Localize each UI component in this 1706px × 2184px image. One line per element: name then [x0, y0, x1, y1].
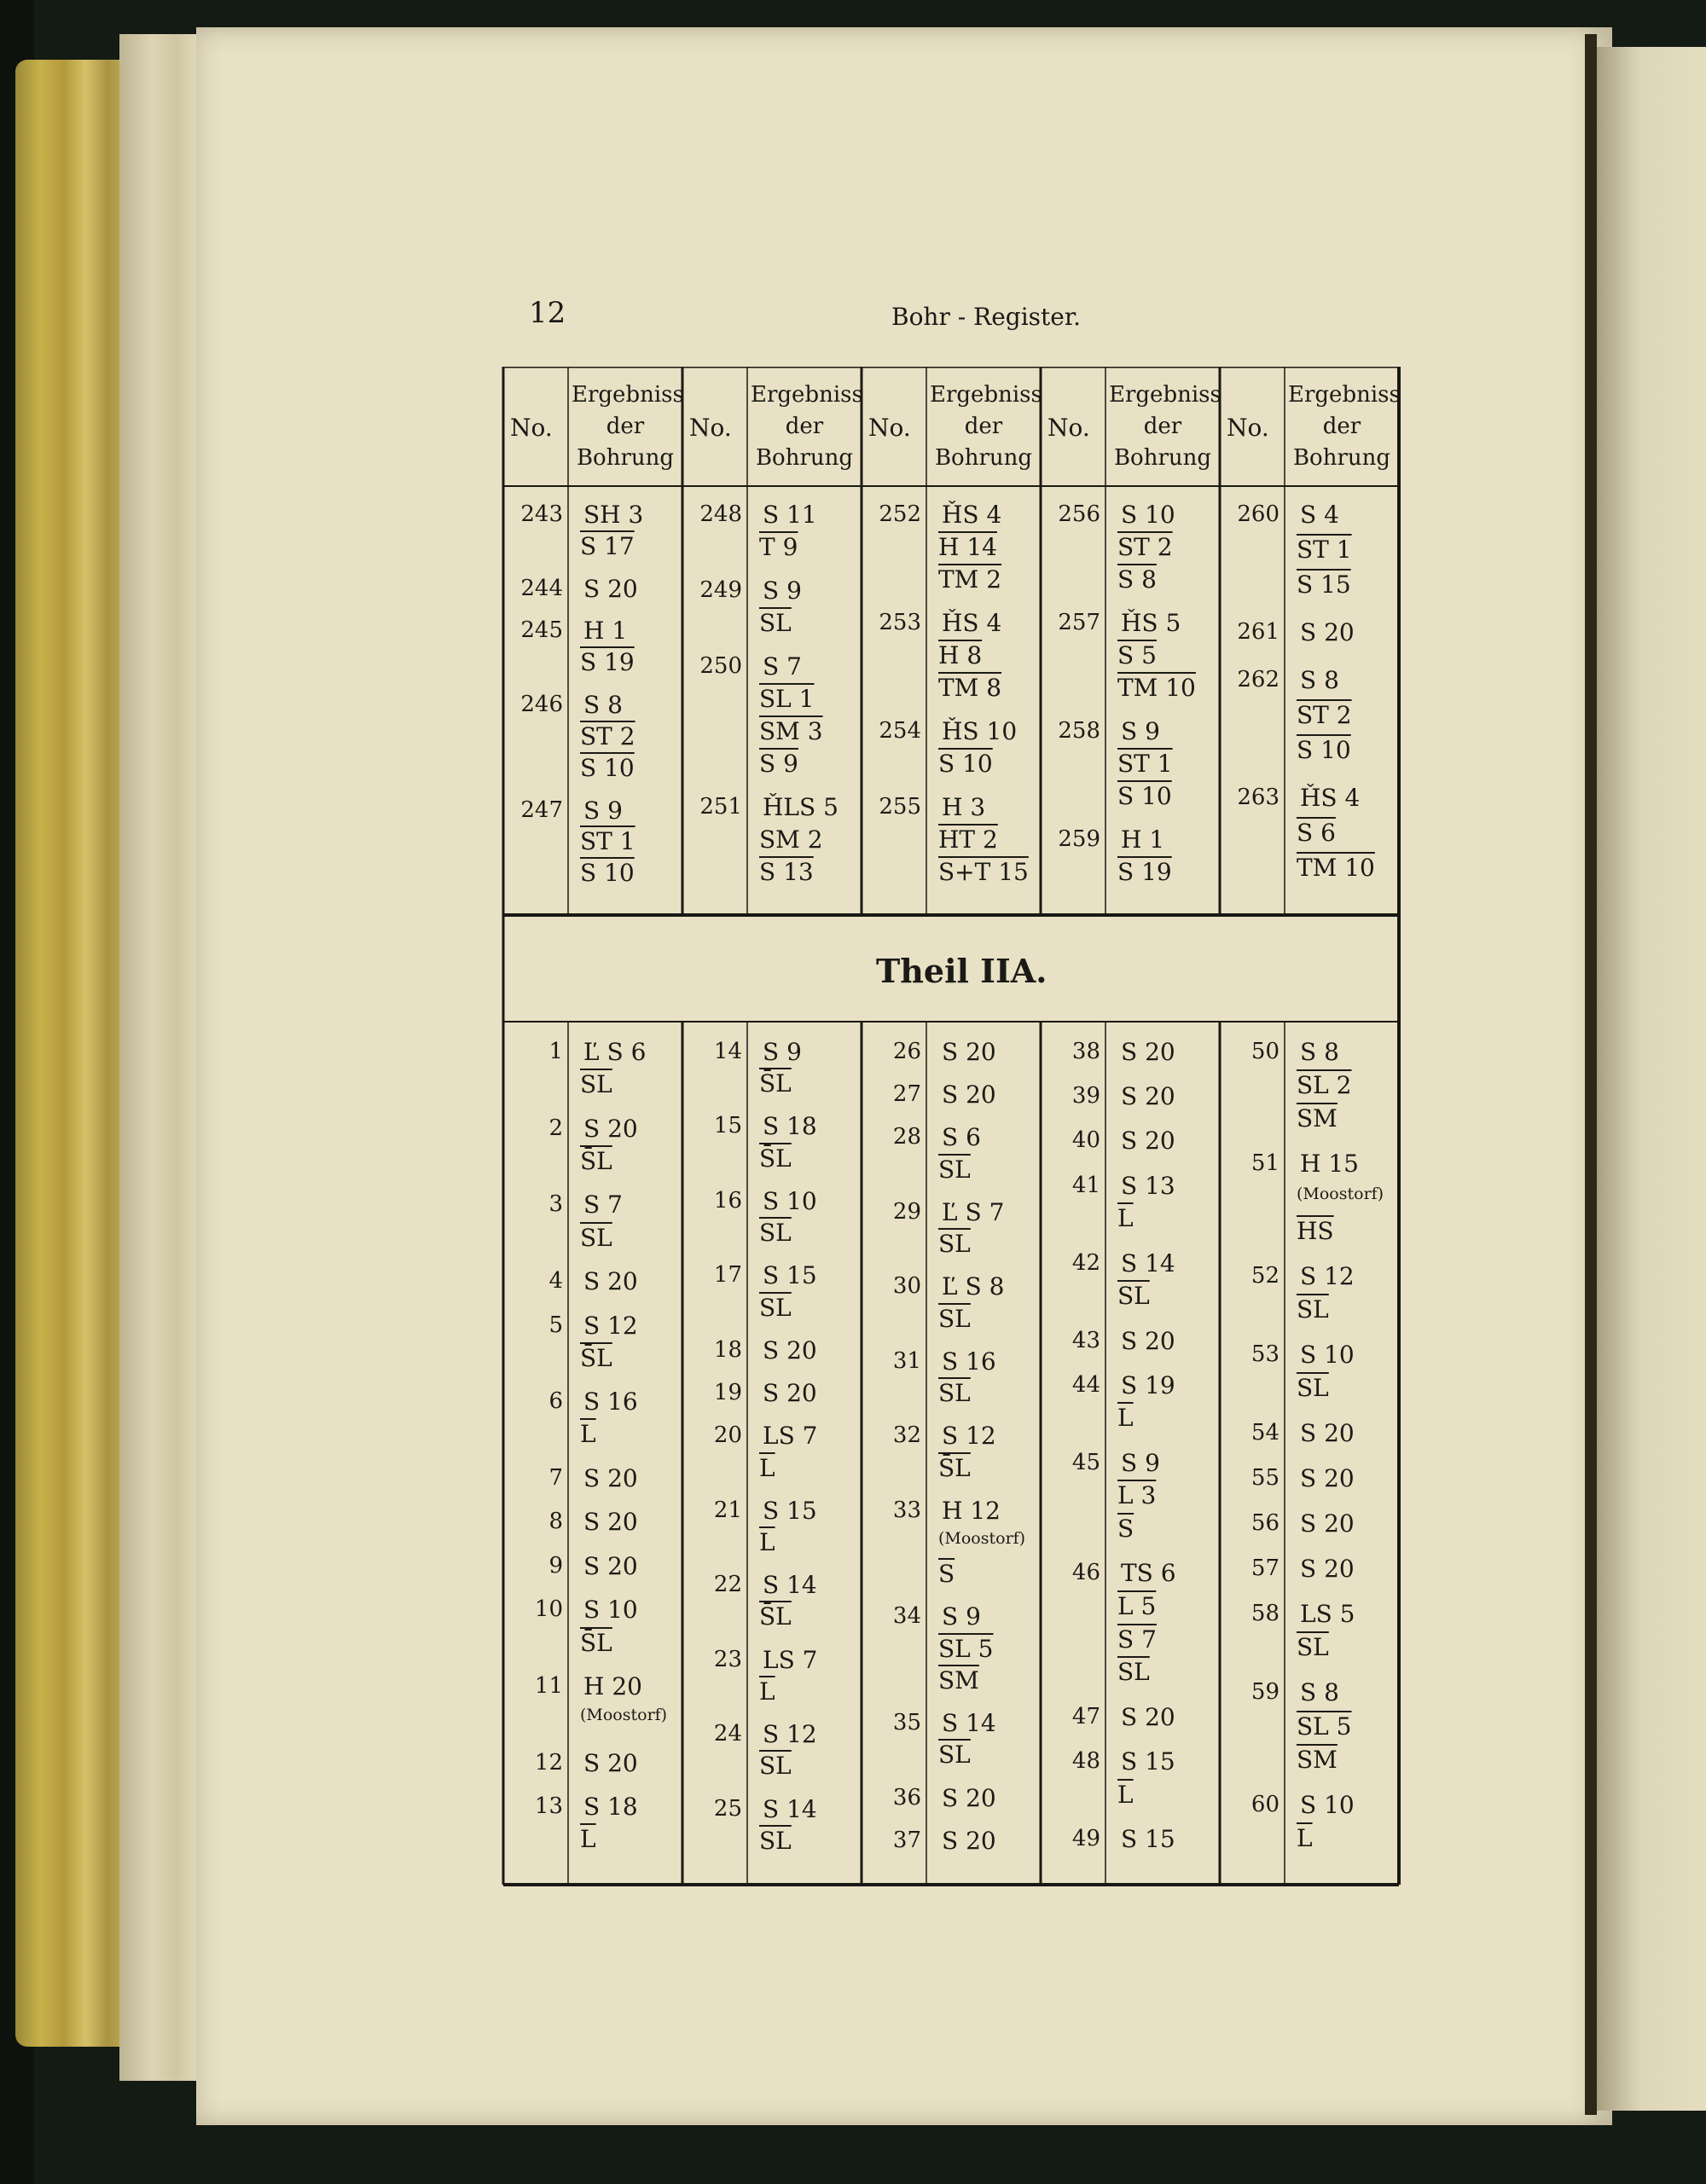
- bottom_groups-result-line: S 15: [763, 1261, 817, 1290]
- top_groups-no: 251: [699, 794, 742, 820]
- bottom_groups-no: 40: [1071, 1127, 1100, 1154]
- bottom_groups-result-line: H 15: [1300, 1150, 1359, 1179]
- bottom_groups-result-line: $\overline{SL}$: [938, 1379, 971, 1408]
- bottom_groups-no: 6: [548, 1388, 563, 1415]
- top_groups-result-line: SL 1: [759, 685, 815, 714]
- bottom_groups-result-line: $\overline{SL}$: [759, 1826, 792, 1855]
- bottom_groups-result-line: S 20: [1300, 1555, 1355, 1584]
- bottom_groups-result-line: Ľ S 7: [942, 1197, 1005, 1226]
- bottom_groups-result-line: S 20: [1300, 1419, 1355, 1448]
- bottom_groups-result-line: S 20: [763, 1335, 817, 1364]
- top_groups-result-line: S 8: [583, 691, 623, 720]
- top_groups-no: 244: [520, 575, 563, 601]
- bottom_groups-result-line: S 10: [763, 1186, 817, 1215]
- bottom_groups-no: 58: [1250, 1601, 1280, 1627]
- top_groups-result-line: S 17: [580, 531, 635, 560]
- top_groups-no: 260: [1237, 501, 1280, 527]
- top_groups-result-line: ȞS 4: [1300, 783, 1361, 812]
- bottom_groups-result-line: $\overline{L}$: [1117, 1780, 1134, 1809]
- bottom_groups-result-line: S 20: [942, 1038, 996, 1066]
- bottom_groups-result-line: SL 2: [1297, 1071, 1352, 1100]
- bottom_groups-result-line: S̄L: [580, 1146, 612, 1175]
- bottom_groups-no: 50: [1250, 1039, 1280, 1064]
- bottom_groups-no: 38: [1071, 1039, 1100, 1064]
- bottom_groups-result-line: S 14: [763, 1571, 817, 1600]
- bottom_groups-result-line: H 12: [942, 1496, 1001, 1525]
- top_groups-result-line: S 4: [1300, 501, 1339, 529]
- top_groups-result-line: S 11: [763, 501, 817, 529]
- bottom_groups-no: 31: [892, 1347, 921, 1374]
- bottom_groups-no: 3: [548, 1191, 563, 1218]
- bottom_groups-result-line: S 20: [583, 1508, 638, 1537]
- top_groups-result-line: S 10: [938, 749, 993, 778]
- top_groups-no: 252: [879, 501, 921, 527]
- bottom_groups-result-line: S 10: [1300, 1790, 1355, 1819]
- bottom_groups-no: 11: [534, 1673, 563, 1700]
- top_groups-result-line: SM 2: [759, 825, 823, 854]
- bottom_groups-no: 59: [1250, 1679, 1280, 1706]
- bottom_groups-result-line: S 20: [1121, 1127, 1175, 1156]
- bottom_groups-no: 12: [534, 1749, 563, 1776]
- bottom_groups-result-line: TS 6: [1121, 1559, 1176, 1588]
- bottom_groups-result-line: S 6: [942, 1123, 981, 1152]
- section-title: Theil IIA.: [876, 952, 1047, 990]
- top_groups-result-line: TM 10: [1297, 854, 1375, 883]
- bottom_groups-result-line: Ľ S 6: [583, 1038, 647, 1066]
- bottom_groups-result-line: $\overline{SL}$: [938, 1741, 971, 1770]
- bottom_groups-result-line: $\overline{SL}$: [1297, 1633, 1329, 1662]
- header-result: Bohrung: [1113, 445, 1212, 471]
- bottom_groups-result-line: S̄L: [759, 1602, 792, 1631]
- top_groups-result-line: ȞS 4: [942, 608, 1002, 637]
- top_groups-result-line: ȞS 10: [942, 716, 1018, 745]
- bottom_groups-result-line: S 20: [583, 1114, 638, 1143]
- top_groups-result-line: S 10: [580, 753, 635, 782]
- bottom_groups-result-line: L 5: [1117, 1592, 1157, 1620]
- header-result: Bohrung: [755, 445, 854, 471]
- bottom_groups-result-line: H 20: [583, 1672, 642, 1701]
- top_groups-result-line: S 10: [1117, 781, 1172, 810]
- bottom_groups-no: 18: [713, 1336, 742, 1363]
- top_groups-result-line: S 19: [1117, 857, 1172, 886]
- top_groups-no: 253: [879, 609, 921, 635]
- top_groups-no: 261: [1237, 619, 1280, 646]
- header-no: No.: [510, 414, 553, 442]
- top_groups-no: 247: [520, 797, 563, 823]
- bottom_groups-result-line: (Moostorf): [1297, 1184, 1384, 1203]
- bottom_groups-result-line: S 14: [1121, 1248, 1175, 1277]
- bottom_groups-result-line: $\overline{HS}$: [1297, 1216, 1334, 1245]
- header-result: Ergebniss: [572, 382, 684, 408]
- header-result: Bohrung: [1292, 445, 1391, 471]
- header-result: Ergebniss: [1109, 382, 1221, 408]
- top_groups-result-line: S 8: [1300, 665, 1339, 694]
- top_groups-result-line: S 5: [1117, 640, 1157, 669]
- bottom_groups-no: 37: [892, 1827, 921, 1853]
- header-result: Bohrung: [934, 445, 1033, 471]
- bottom_groups-no: 56: [1250, 1510, 1280, 1537]
- top_groups-result-line: HT 2: [938, 825, 998, 854]
- bottom_groups-result-line: S 14: [942, 1709, 996, 1738]
- header-result: der: [606, 414, 645, 439]
- top_groups-result-line: ȞS 5: [1121, 608, 1181, 637]
- bottom_groups-no: 15: [713, 1113, 742, 1139]
- bottom_groups-no: 5: [548, 1312, 563, 1338]
- header-result: Ergebniss: [751, 382, 863, 408]
- top_groups-result-line: ST 1: [1297, 536, 1352, 565]
- bottom_groups-no: 28: [892, 1124, 921, 1150]
- bottom_groups-result-line: S 12: [583, 1311, 638, 1340]
- bottom_groups-result-line: S 20: [583, 1463, 638, 1492]
- bottom_groups-result-line: S 20: [1121, 1326, 1175, 1355]
- bottom_groups-no: 52: [1250, 1262, 1280, 1289]
- bottom_groups-no: 32: [892, 1422, 921, 1449]
- bottom_groups-result-line: $\overline{SL}$: [759, 1293, 792, 1322]
- bottom_groups-result-line: S 10: [1300, 1341, 1355, 1370]
- bottom_groups-result-line: S 20: [1300, 1464, 1355, 1493]
- bottom_groups-result-line: $\overline{SL}$: [1117, 1282, 1150, 1311]
- header-result: der: [1143, 414, 1182, 439]
- bottom_groups-no: 42: [1071, 1249, 1100, 1276]
- top_groups-result-line: SH 3: [583, 501, 644, 529]
- bottom_groups-result-line: S 20: [942, 1826, 996, 1855]
- bottom_groups-no: 45: [1071, 1449, 1100, 1475]
- bottom_groups-result-line: S 10: [583, 1596, 638, 1625]
- header-no: No.: [689, 414, 732, 442]
- top_groups-result-line: ST 2: [1297, 701, 1352, 729]
- header-result: der: [785, 414, 824, 439]
- top_groups-result-line: S 10: [1297, 736, 1351, 765]
- top_groups-result-line: ȞS 4: [942, 501, 1002, 529]
- top_groups-result-line: S 9: [583, 796, 623, 825]
- bottom_groups-result-line: (Moostorf): [938, 1528, 1026, 1548]
- bottom_groups-no: 14: [713, 1039, 742, 1064]
- top_groups-result-line: S 13: [759, 857, 814, 886]
- top_groups-result-line: ST 2: [580, 721, 635, 750]
- top_groups-result-line: S 15: [1297, 571, 1351, 600]
- top_groups-no: 248: [699, 501, 742, 527]
- bottom_groups-result-line: S 7: [1117, 1625, 1157, 1654]
- bottom_groups-result-line: S 18: [583, 1793, 638, 1822]
- running-head: Bohr - Register.: [891, 303, 1082, 331]
- bottom_groups-result-line: S̄L: [938, 1453, 971, 1482]
- bottom_groups-result-line: S 20: [583, 1748, 638, 1777]
- page-number: 12: [529, 296, 566, 330]
- bottom_groups-result-line: S 12: [1300, 1261, 1355, 1290]
- top_groups-no: 259: [1058, 826, 1100, 852]
- top_groups-result-line: S 8: [1117, 565, 1157, 594]
- top_groups-result-line: TM 10: [1117, 673, 1196, 702]
- header-no: No.: [1047, 414, 1090, 442]
- bottom_groups-result-line: $\overline{L}$: [1117, 1404, 1134, 1433]
- bottom_groups-no: 10: [534, 1596, 563, 1623]
- bottom_groups-no: 7: [548, 1464, 563, 1491]
- bottom_groups-no: 44: [1071, 1371, 1100, 1398]
- bottom_groups-no: 19: [713, 1380, 742, 1406]
- bottom_groups-result-line: $\overline{L}$: [759, 1453, 775, 1482]
- bottom_groups-result-line: $\overline{S}$: [938, 1560, 955, 1589]
- bottom_groups-no: 55: [1250, 1465, 1280, 1492]
- top_groups-result-line: H 8: [938, 640, 983, 669]
- bottom_groups-result-line: LS 7: [763, 1645, 818, 1674]
- bottom_groups-result-line: S 20: [583, 1551, 638, 1580]
- bottom_groups-no: 26: [892, 1039, 921, 1064]
- top_groups-result-line: S 9: [759, 749, 798, 778]
- top_groups-result-line: SM 3: [759, 716, 823, 745]
- top_groups-result-line: T 9: [759, 532, 798, 561]
- bottom_groups-result-line: $\overline{SL}$: [938, 1155, 971, 1184]
- bottom_groups-result-line: S 16: [942, 1347, 996, 1376]
- top_groups-result-line: H 14: [938, 532, 997, 561]
- bottom_groups-result-line: $\overline{L}$: [1117, 1204, 1134, 1233]
- header-no: No.: [1227, 414, 1269, 442]
- bottom_groups-no: 54: [1250, 1420, 1280, 1446]
- bottom_groups-result-line: S 9: [1121, 1448, 1160, 1477]
- top_groups-no: 243: [520, 501, 563, 527]
- bottom_groups-result-line: S 7: [583, 1190, 623, 1219]
- top_groups-no: 254: [879, 717, 921, 744]
- bottom_groups-no: 23: [713, 1646, 742, 1672]
- bottom_groups-no: 30: [892, 1273, 921, 1300]
- bottom_groups-no: 47: [1071, 1703, 1100, 1729]
- bottom_groups-result-line: $\overline{SL}$: [1117, 1658, 1150, 1687]
- bottom_groups-result-line: $\overline{SL}$: [1297, 1295, 1329, 1324]
- bottom_groups-no: 51: [1250, 1150, 1280, 1177]
- top_groups-result-line: S 20: [583, 574, 638, 603]
- bottom_groups-result-line: $\overline{SL}$: [938, 1230, 971, 1259]
- bottom_groups-result-line: $\overline{SL}$: [759, 1752, 792, 1781]
- top_groups-result-line: ST 1: [580, 827, 635, 856]
- bottom_groups-result-line: $\overline{L}$: [580, 1420, 596, 1449]
- top_groups-result-line: ȞLS 5: [763, 793, 838, 822]
- top_groups-result-line: ST 2: [1117, 532, 1173, 561]
- bottom_groups-no: 20: [713, 1422, 742, 1449]
- bottom_groups-result-line: LS 5: [1300, 1600, 1355, 1629]
- bottom_groups-no: 27: [892, 1081, 921, 1108]
- bottom_groups-result-line: S 8: [1300, 1678, 1339, 1707]
- bottom_groups-result-line: S̄L: [759, 1144, 792, 1173]
- bottom_groups-result-line: S 20: [1121, 1038, 1175, 1066]
- top_groups-result-line: S 9: [763, 576, 802, 605]
- bottom_groups-result-line: S 15: [763, 1496, 817, 1525]
- top_groups-result-line: S 9: [1121, 716, 1160, 745]
- bottom_groups-no: 9: [548, 1552, 563, 1579]
- top_groups-result-line: ST 1: [1117, 749, 1173, 778]
- bottom_groups-result-line: S 20: [942, 1783, 996, 1812]
- header-no: No.: [868, 414, 911, 442]
- top_groups-no: 255: [879, 794, 921, 820]
- header-result: der: [1322, 414, 1361, 439]
- bottom_groups-result-line: S 20: [763, 1379, 817, 1408]
- top_groups-no: 246: [520, 692, 563, 718]
- header-result: der: [964, 414, 1003, 439]
- right-page-edge: [1597, 47, 1706, 2111]
- bottom_groups-no: 48: [1071, 1747, 1100, 1774]
- bottom_groups-no: 60: [1250, 1791, 1280, 1817]
- bottom_groups-result-line: S 16: [583, 1387, 638, 1416]
- bottom_groups-no: 39: [1071, 1083, 1100, 1109]
- top_groups-no: 256: [1058, 501, 1100, 527]
- bottom_groups-result-line: S 19: [1121, 1370, 1175, 1399]
- book-gutter: [1585, 34, 1597, 2115]
- bottom_groups-result-line: S̄L: [580, 1628, 612, 1657]
- bottom_groups-result-line: $\overline{SL}$: [938, 1304, 971, 1333]
- bottom_groups-result-line: $\overline{SL}$: [1297, 1374, 1329, 1403]
- top_groups-result-line: $\overline{SL}$: [759, 608, 792, 637]
- bottom_groups-no: 22: [713, 1572, 742, 1598]
- bottom_groups-no: 13: [534, 1793, 563, 1820]
- bottom_groups-result-line: $\overline{SM}$: [1297, 1745, 1338, 1774]
- bottom_groups-result-line: S 13: [1121, 1171, 1175, 1200]
- top_groups-result-line: S 7: [763, 652, 802, 681]
- bottom_groups-result-line: S 14: [763, 1794, 817, 1823]
- bohr-register-table: [488, 367, 1418, 1889]
- top_groups-no: 257: [1058, 609, 1100, 635]
- top_groups-result-line: S+T 15: [938, 857, 1029, 886]
- bottom_groups-result-line: (Moostorf): [580, 1706, 668, 1725]
- bottom_groups-result-line: S 20: [1300, 1509, 1355, 1538]
- bottom_groups-result-line: S 20: [583, 1267, 638, 1296]
- bottom_groups-result-line: S 20: [942, 1080, 996, 1109]
- bottom_groups-result-line: S 12: [942, 1422, 996, 1451]
- bottom_groups-no: 17: [713, 1262, 742, 1289]
- bottom_groups-no: 35: [892, 1710, 921, 1736]
- top_groups-no: 258: [1058, 717, 1100, 744]
- top_groups-result-line: TM 8: [938, 673, 1002, 702]
- bottom_groups-result-line: S 18: [763, 1112, 817, 1141]
- bottom_groups-no: 24: [713, 1721, 742, 1747]
- top_groups-no: 249: [699, 577, 742, 604]
- top_groups-result-line: TM 2: [938, 565, 1002, 594]
- bottom_groups-result-line: $\overline{L}$: [759, 1677, 775, 1706]
- top_groups-result-line: H 1: [583, 617, 628, 646]
- bottom_groups-no: 34: [892, 1603, 921, 1630]
- top_groups-no: 250: [699, 653, 742, 680]
- bottom_groups-result-line: S 20: [1121, 1082, 1175, 1111]
- header-result: Ergebniss: [930, 382, 1042, 408]
- bottom_groups-result-line: S 9: [942, 1602, 981, 1631]
- top_groups-result-line: S 10: [580, 859, 635, 888]
- bottom_groups-no: 41: [1071, 1172, 1100, 1198]
- bottom_groups-result-line: S 15: [1121, 1824, 1175, 1853]
- bottom_groups-no: 57: [1250, 1555, 1280, 1582]
- bottom_groups-no: 49: [1071, 1825, 1100, 1851]
- bottom_groups-result-line: $\overline{SM}$: [1297, 1104, 1338, 1133]
- bottom_groups-no: 46: [1071, 1560, 1100, 1586]
- bottom_groups-result-line: S 20: [1121, 1702, 1175, 1731]
- bottom_groups-result-line: SL 5: [938, 1634, 994, 1663]
- bottom_groups-no: 29: [892, 1198, 921, 1225]
- bottom_groups-no: 53: [1250, 1341, 1280, 1368]
- bottom_groups-no: 16: [713, 1187, 742, 1214]
- bottom_groups-no: 21: [713, 1497, 742, 1523]
- bottom_groups-result-line: L 3: [1117, 1481, 1157, 1510]
- bottom_groups-no: 25: [713, 1795, 742, 1822]
- bottom_groups-no: 33: [892, 1497, 921, 1523]
- bottom_groups-no: 8: [548, 1509, 563, 1535]
- bottom_groups-result-line: $\overline{SL}$: [580, 1223, 612, 1252]
- top_groups-no: 245: [520, 617, 563, 644]
- bottom_groups-result-line: S̄L: [580, 1343, 612, 1372]
- bottom_groups-result-line: S̄L: [759, 1069, 792, 1098]
- bottom_groups-no: 1: [548, 1039, 563, 1064]
- bottom_groups-result-line: S 12: [763, 1720, 817, 1749]
- top_groups-no: 262: [1237, 666, 1280, 692]
- top_groups-result-line: S 20: [1300, 618, 1355, 647]
- bottom_groups-result-line: $\overline{L}$: [1297, 1824, 1313, 1853]
- top_groups-result-line: H 3: [942, 793, 986, 822]
- top_groups-result-line: S 10: [1121, 501, 1175, 529]
- bottom_groups-no: 2: [548, 1115, 563, 1141]
- bottom_groups-result-line: $\overline{L}$: [580, 1825, 596, 1854]
- top_groups-result-line: H 1: [1121, 825, 1165, 854]
- bottom_groups-no: 43: [1071, 1327, 1100, 1353]
- bottom_groups-result-line: $\overline{SM}$: [938, 1666, 979, 1694]
- bottom_groups-result-line: S 15: [1121, 1747, 1175, 1776]
- top_groups-no: 263: [1237, 784, 1280, 810]
- bottom_groups-no: 4: [548, 1268, 563, 1295]
- top_groups-result-line: S 6: [1297, 819, 1336, 848]
- page-edge: [119, 34, 200, 2081]
- header-result: Bohrung: [576, 445, 675, 471]
- bottom_groups-result-line: LS 7: [763, 1422, 818, 1451]
- bottom_groups-no: 36: [892, 1784, 921, 1810]
- bottom_groups-result-line: Ľ S 8: [942, 1272, 1005, 1301]
- bottom_groups-result-line: $\overline{SL}$: [759, 1219, 792, 1248]
- top_groups-result-line: S 19: [580, 648, 635, 677]
- bottom_groups-result-line: S 8: [1300, 1038, 1339, 1066]
- bottom_groups-result-line: S 9: [763, 1038, 802, 1066]
- bottom_groups-result-line: $\overline{SL}$: [580, 1070, 612, 1099]
- header-result: Ergebniss: [1288, 382, 1401, 408]
- bottom_groups-result-line: $\overline{S}$: [1117, 1515, 1134, 1544]
- bottom_groups-result-line: SL 5: [1297, 1712, 1352, 1741]
- bottom_groups-result-line: $\overline{L}$: [759, 1527, 775, 1556]
